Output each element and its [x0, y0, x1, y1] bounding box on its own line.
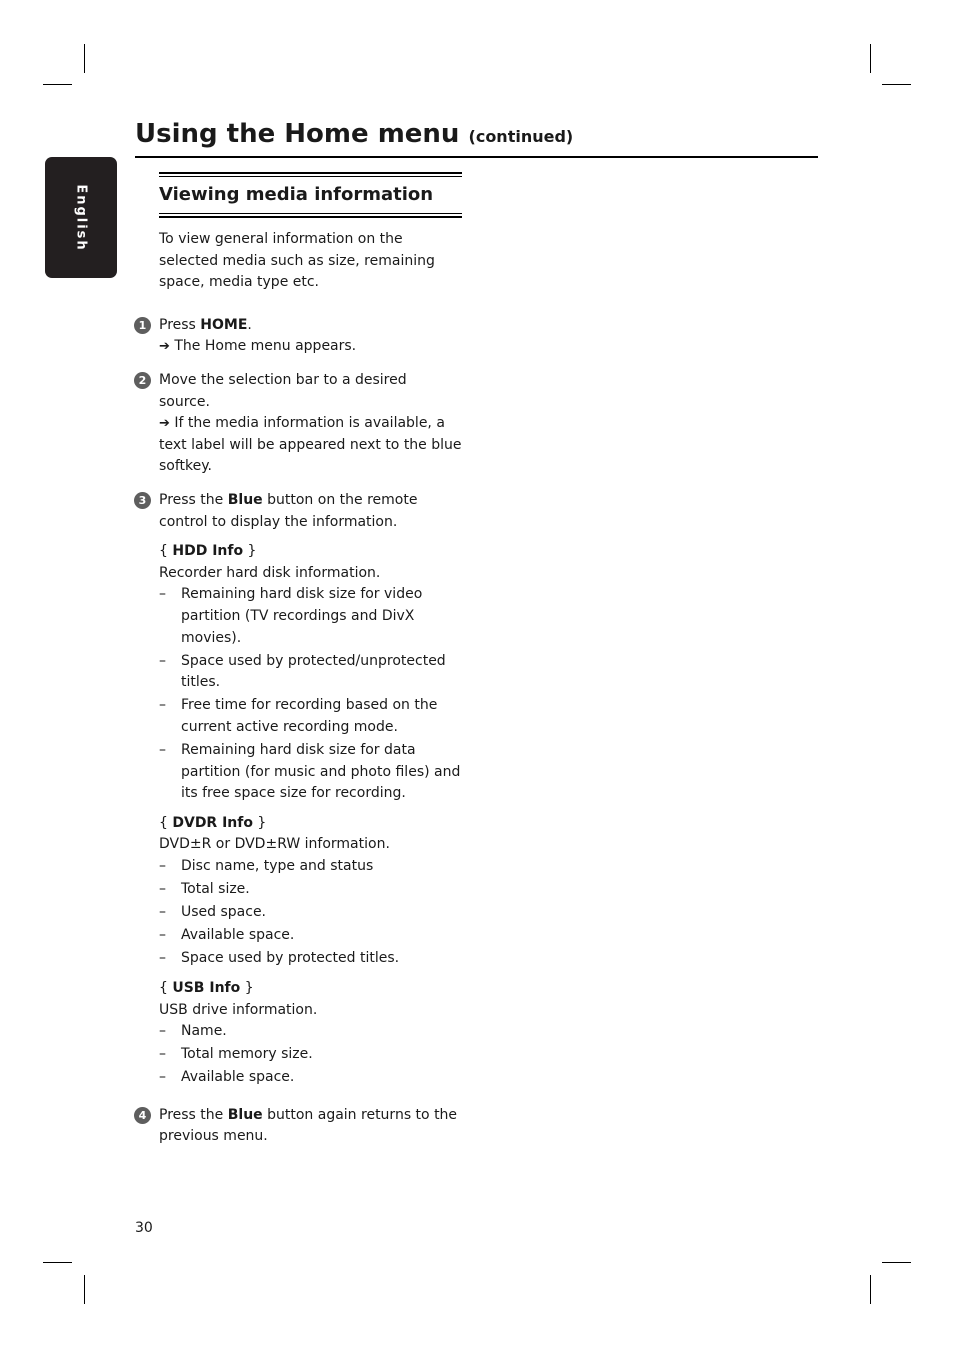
section-title: Viewing media information [159, 184, 434, 205]
option-description: Recorder hard disk information. [159, 564, 381, 581]
step-number-icon: 3 [134, 492, 151, 509]
option-description: USB drive information. [159, 1001, 318, 1018]
brace: { [159, 814, 173, 831]
section-rule [159, 176, 462, 177]
step-result [159, 336, 462, 358]
arrow-right-icon: ➔ [159, 339, 170, 355]
list-item: – Total memory size. [159, 1044, 462, 1066]
step-text-pre: Press the [159, 1106, 228, 1123]
crop-mark [870, 1275, 871, 1304]
step-result [159, 413, 462, 478]
list-item: – Remaining hard disk size for data partition (for music and photo files) and its free space size for recording. [159, 740, 462, 805]
section-intro: To view general information on the selected media such as size, remaining space, media type etc. [159, 231, 435, 291]
step-result-text: If the media information is available, a text label will be appeared next to the blue softkey. [159, 415, 462, 475]
content-column [138, 229, 462, 1160]
option-name: HDD Info [172, 543, 244, 560]
step-number-icon: 4 [134, 1107, 151, 1124]
option-heading [159, 978, 462, 1000]
list-item: – Space used by protected/unprotected titles. [159, 651, 462, 694]
step-text [159, 1105, 462, 1148]
step-3 [138, 490, 462, 1089]
step-text-post: button again returns to the previous menu. [159, 1106, 458, 1145]
step-4 [138, 1105, 462, 1148]
step-number-icon: 1 [134, 317, 151, 334]
list-item: – Available space. [159, 1067, 462, 1089]
option-item-list [159, 584, 462, 804]
brace: { [159, 979, 173, 996]
continued-label: (continued) [468, 127, 574, 146]
option-name: DVDR Info [172, 814, 253, 831]
step-text-post: button on the remote control to display the information. [159, 491, 418, 530]
brace: } [240, 979, 254, 996]
crop-mark [84, 44, 85, 73]
list-item: – Remaining hard disk size for video partition (TV recordings and DivX movies). [159, 584, 462, 649]
option-item-list [159, 1021, 462, 1089]
list-item: – Disc name, type and status [159, 856, 462, 878]
list-item: – Name. [159, 1021, 462, 1043]
option-description: DVD±R or DVD±RW information. [159, 836, 390, 853]
brace: } [243, 543, 257, 560]
page-title-text: Using the Home menu [135, 119, 460, 149]
list-item: – Total size. [159, 879, 462, 901]
step-text: Move the selection bar to a desired source. [159, 371, 407, 410]
step-text-pre: Press [159, 316, 201, 333]
language-label: English [73, 183, 89, 252]
option-item-list [159, 856, 462, 970]
section-rule [159, 172, 462, 174]
section-rule [159, 216, 462, 218]
step-result-text: The Home menu appears. [174, 338, 357, 355]
language-tab [45, 157, 117, 278]
option-dvdr-info [159, 813, 462, 970]
step-key: Blue [227, 1106, 263, 1123]
list-item: – Space used by protected titles. [159, 948, 462, 970]
step-text-post: . [247, 316, 252, 333]
crop-mark [43, 1262, 72, 1263]
crop-mark [84, 1275, 85, 1304]
step-key: HOME [200, 316, 248, 333]
option-heading [159, 813, 462, 835]
option-usb-info [159, 978, 462, 1089]
page-title [135, 116, 573, 155]
step-key: Blue [227, 491, 263, 508]
step-text-pre: Press the [159, 491, 228, 508]
list-item: – Free time for recording based on the current active recording mode. [159, 695, 462, 738]
brace: } [252, 814, 267, 831]
section-rule [159, 213, 462, 214]
crop-mark [43, 84, 72, 85]
title-rule [135, 156, 818, 158]
step-2 [138, 370, 462, 478]
brace: { [159, 543, 173, 560]
arrow-right-icon: ➔ [159, 416, 170, 432]
page-number: 30 [135, 1220, 153, 1236]
option-heading [159, 541, 462, 563]
crop-mark [882, 84, 911, 85]
crop-mark [882, 1262, 911, 1263]
list-item: – Available space. [159, 925, 462, 947]
list-item: – Used space. [159, 902, 462, 924]
step-number-icon: 2 [134, 372, 151, 389]
option-name: USB Info [172, 979, 241, 996]
option-hdd-info [159, 541, 462, 805]
crop-mark [870, 44, 871, 73]
step-1 [138, 315, 462, 358]
step-text [159, 315, 462, 337]
step-text [159, 490, 462, 533]
